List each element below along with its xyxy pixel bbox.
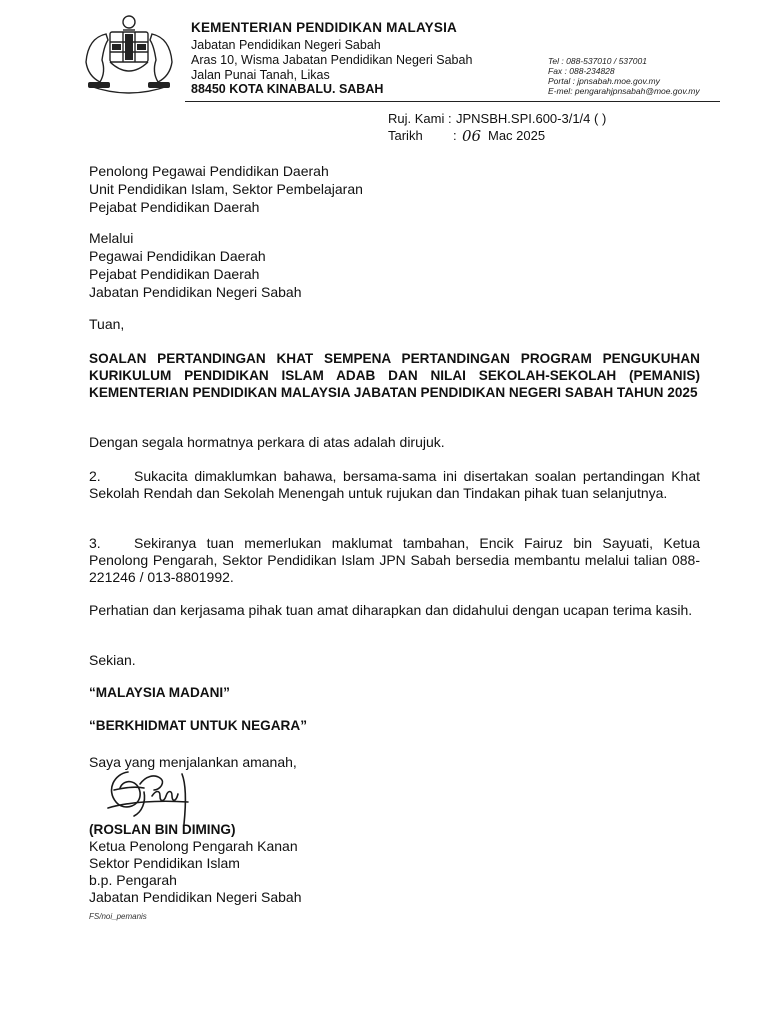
- via-line-1: Pegawai Pendidikan Daerah: [89, 248, 266, 264]
- closing: Sekian.: [89, 652, 136, 668]
- contact-fax: Fax : 088-234828: [548, 66, 615, 76]
- signature-icon: [100, 762, 210, 828]
- slogan-berkhidmat: “BERKHIDMAT UNTUK NEGARA”: [89, 718, 307, 733]
- date-day: 06: [462, 127, 482, 145]
- paragraph-2-number: 2.: [89, 468, 101, 484]
- recipient-line-2: Unit Pendidikan Islam, Sektor Pembelajaran: [89, 181, 363, 197]
- signatory-name: (ROSLAN BIN DIMING): [89, 822, 236, 837]
- postcode-city: 88450 KOTA KINABALU. SABAH: [191, 82, 384, 96]
- paragraph-4: Perhatian dan kerjasama pihak tuan amat diharapkan dan didahului dengan ucapan terima kasih.: [89, 602, 693, 618]
- paragraph-2-text: Sukacita dimaklumkan bahawa, bersama-sama ini disertakan soalan pertandingan Khat Sekolah Rendah dan Sekolah Menengah untuk rujukan dan Tindakan pihak tuan selanjutnya.: [89, 468, 700, 501]
- paragraph-3-text: Sekiranya tuan memerlukan maklumat tambahan, Encik Fairuz bin Sayuati, Ketua Penolong Pengarah, Sektor Pendidikan Islam JPN Sabah bersedia membantu melalui talian 088-221246 / 013-8801992.: [89, 535, 700, 585]
- paragraph-1: Dengan segala hormatnya perkara di atas adalah dirujuk.: [89, 434, 445, 450]
- recipient-line-1: Penolong Pegawai Pendidikan Daerah: [89, 163, 329, 179]
- ruj-value: JPNSBH.SPI.600-3/1/4 ( ): [456, 111, 607, 126]
- via-line-3: Jabatan Pendidikan Negeri Sabah: [89, 284, 302, 300]
- signatory-title-4: Jabatan Pendidikan Negeri Sabah: [89, 889, 302, 905]
- recipient-line-3: Pejabat Pendidikan Daerah: [89, 199, 260, 215]
- via-line-2: Pejabat Pendidikan Daerah: [89, 266, 260, 282]
- signatory-title-1: Ketua Penolong Pengarah Kanan: [89, 838, 298, 854]
- address-line-1: Aras 10, Wisma Jabatan Pendidikan Negeri Sabah: [191, 53, 473, 67]
- contact-email: E-mel: pengarahjpnsabah@moe.gov.my: [548, 86, 700, 96]
- signatory-title-2: Sektor Pendidikan Islam: [89, 855, 240, 871]
- contact-portal: Portal : jpnsabah.moe.gov.my: [548, 76, 660, 86]
- signatory-title-3: b.p. Pengarah: [89, 872, 177, 888]
- address-line-2: Jalan Punai Tanah, Likas: [191, 68, 330, 82]
- letterhead-divider: [185, 101, 720, 102]
- file-reference: FS/noi_pemanis: [89, 912, 147, 921]
- sign-off: Saya yang menjalankan amanah,: [89, 754, 297, 770]
- coat-of-arms-icon: [76, 12, 182, 98]
- paragraph-2: [89, 468, 700, 502]
- organization-name: KEMENTERIAN PENDIDIKAN MALAYSIA: [191, 20, 457, 35]
- date-label: Tarikh: [388, 128, 423, 143]
- date-month-year: Mac 2025: [488, 128, 546, 143]
- ruj-label: Ruj. Kami :: [388, 111, 452, 126]
- paragraph-3: [89, 535, 700, 586]
- via-label: Melalui: [89, 230, 134, 246]
- department-name: Jabatan Pendidikan Negeri Sabah: [191, 38, 381, 52]
- date-colon: :: [453, 128, 457, 143]
- salutation: Tuan,: [89, 316, 125, 332]
- slogan-madani: “MALAYSIA MADANI”: [89, 685, 230, 700]
- contact-tel: Tel : 088-537010 / 537001: [548, 56, 647, 66]
- paragraph-3-number: 3.: [89, 535, 101, 551]
- letter-subject: SOALAN PERTANDINGAN KHAT SEMPENA PERTANDINGAN PROGRAM PENGUKUHAN KURIKULUM PENDIDIKAN ISLAM ADAB DAN NILAI SEKOLAH-SEKOLAH (PEMANIS) KEMENTERIAN PENDIDIKAN MALAYSIA JABATAN PENDIDIKAN NEGERI SABAH TAHUN 2025: [89, 351, 700, 400]
